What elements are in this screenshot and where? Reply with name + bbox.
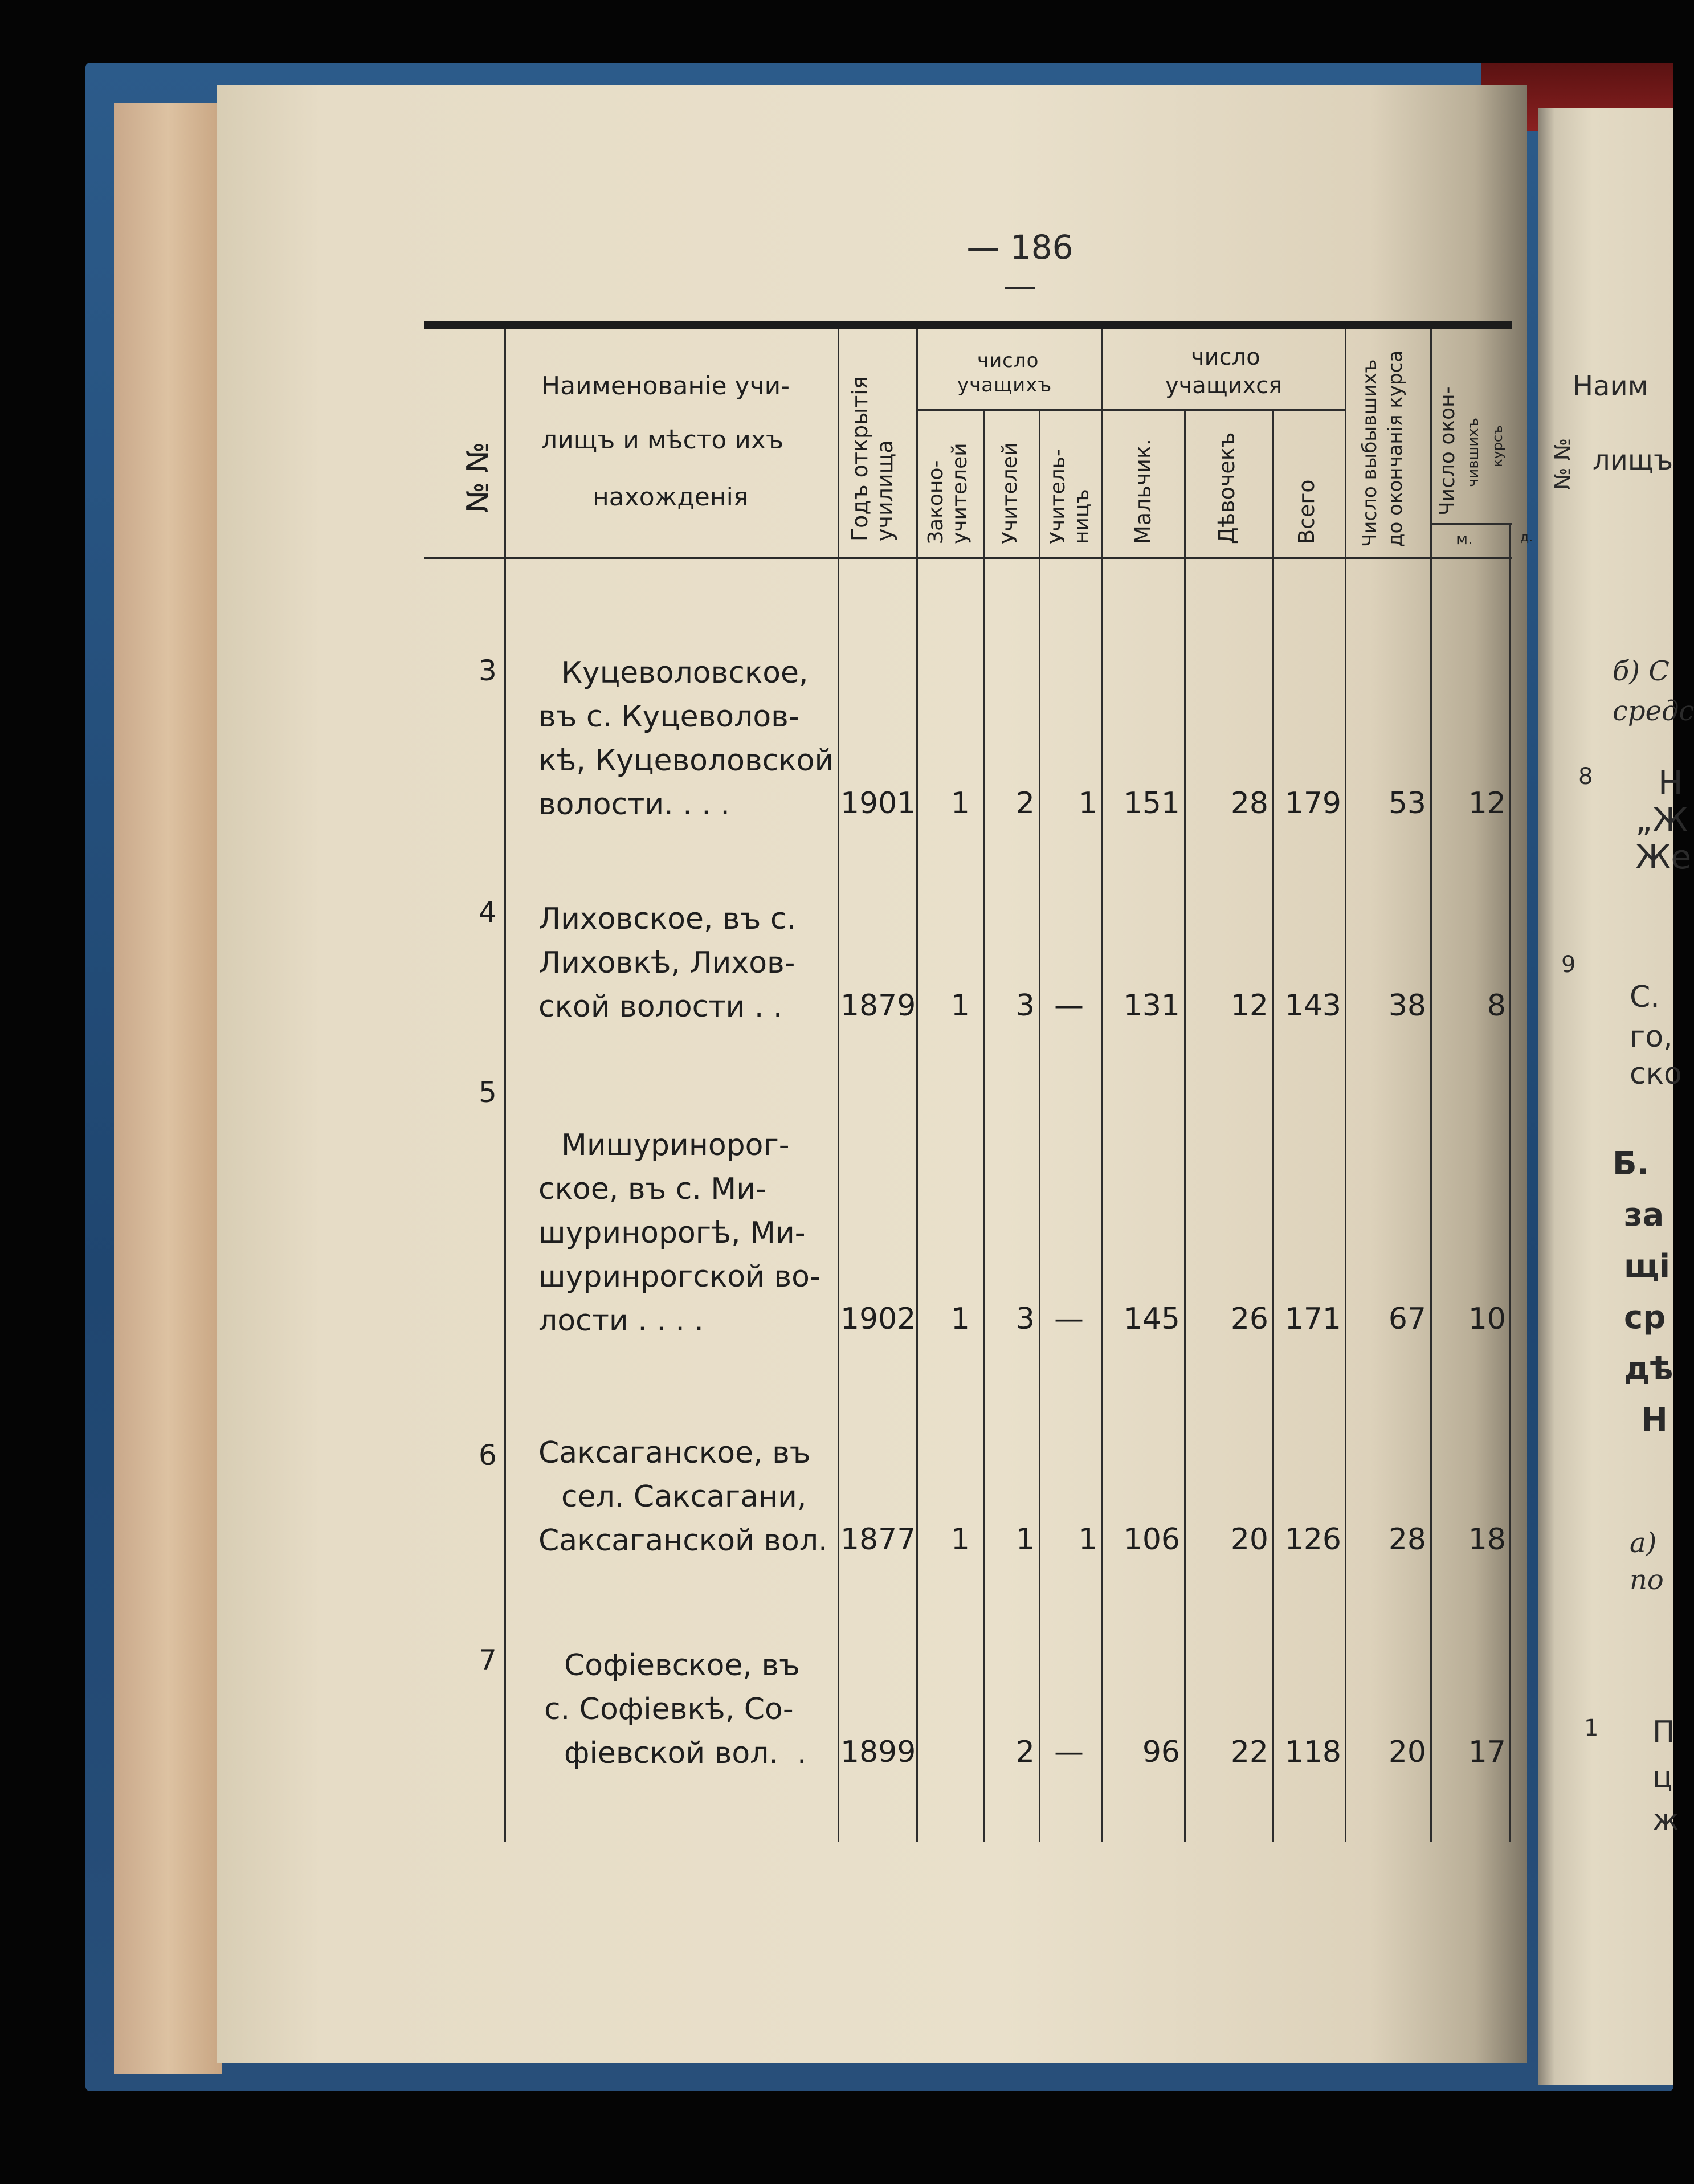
teachers-cell: 2: [1015, 1735, 1035, 1769]
girls-cell: 28: [1230, 786, 1268, 820]
school-name-line: сел. Саксагани,: [561, 1480, 807, 1514]
rp-header-2: лищъ: [1593, 444, 1673, 476]
girls-cell: 20: [1230, 1522, 1268, 1557]
header-teachers: Учителей: [998, 442, 1022, 544]
header-year-2: училища: [872, 440, 897, 541]
rp-row8-c: Же: [1635, 838, 1692, 876]
header-female-teachers-1: Учитель-: [1046, 449, 1070, 544]
rp-row1-no: 1: [1584, 1715, 1599, 1741]
col-divider: [504, 329, 506, 1842]
header-name-3: нахожденія: [593, 483, 749, 512]
header-name-1: Наименованіе учи-: [541, 372, 790, 401]
col-divider: [1039, 410, 1040, 1842]
rp-row1-b: ц: [1652, 1761, 1673, 1795]
col-divider: [1272, 410, 1274, 1842]
col-divider: [916, 329, 918, 1842]
col-divider: [838, 329, 839, 1842]
school-name-line: Софіевское, въ: [564, 1648, 800, 1683]
teachers-cell: 1: [1015, 1522, 1035, 1557]
law-teachers-cell: 1: [950, 1302, 970, 1336]
header-finished-1: Число окон-: [1436, 386, 1459, 516]
group-rule-finished: [1430, 523, 1512, 525]
rp-row9-b: го,: [1630, 1020, 1673, 1054]
law-teachers-cell: 1: [950, 989, 970, 1023]
rp-heading-line-3: ср: [1624, 1299, 1666, 1336]
header-students-group-2: учащихся: [1165, 373, 1283, 399]
header-law-2: учителей: [948, 443, 972, 544]
rp-heading-line-1: за: [1624, 1197, 1664, 1234]
boys-cell: 151: [1123, 786, 1180, 820]
col-divider: [1509, 524, 1511, 1842]
finished-cell: 17: [1468, 1735, 1506, 1769]
col-divider: [983, 410, 985, 1842]
school-name-line: ское, въ с. Ми-: [538, 1172, 766, 1206]
header-boys: Мальчик.: [1130, 439, 1156, 544]
header-no: № №: [461, 442, 495, 513]
school-name-line: въ с. Куцеволов-: [538, 700, 799, 734]
dropped-cell: 20: [1388, 1735, 1426, 1769]
header-finished-3: курсъ: [1489, 424, 1505, 467]
female-teachers-cell: —: [1054, 1302, 1084, 1336]
rp-row8-a: Н: [1658, 764, 1683, 802]
finished-cell: 12: [1468, 786, 1506, 820]
school-name-line: лости . . . .: [538, 1304, 704, 1338]
dropped-cell: 28: [1388, 1522, 1426, 1557]
header-girls: Дѣвочекъ: [1214, 432, 1239, 544]
school-name-line: Куцеволовское,: [561, 656, 809, 690]
female-teachers-cell: —: [1054, 989, 1084, 1023]
year-cell: 1899: [840, 1735, 916, 1769]
rp-row8-b: „Ж: [1635, 801, 1688, 839]
school-name-line: Лиховкѣ, Лихов-: [538, 946, 795, 980]
total-cell: 126: [1284, 1522, 1341, 1557]
rp-row9-a: С.: [1630, 980, 1660, 1014]
school-name-line: с. Софіевкѣ, Со-: [544, 1692, 794, 1726]
boys-cell: 96: [1142, 1735, 1180, 1769]
header-finished-2: чившихъ: [1465, 417, 1482, 487]
school-name-line: ской волости . .: [538, 990, 783, 1024]
year-cell: 1879: [840, 989, 916, 1023]
rp-section-a2: по: [1630, 1564, 1664, 1596]
teachers-cell: 3: [1015, 989, 1035, 1023]
rp-section-a: а): [1630, 1527, 1657, 1559]
boys-cell: 131: [1123, 989, 1180, 1023]
law-teachers-cell: 1: [950, 1522, 970, 1557]
dropped-cell: 53: [1388, 786, 1426, 820]
rp-row8-no: 8: [1578, 764, 1593, 790]
rp-header-1: Наим: [1573, 370, 1648, 402]
law-teachers-cell: 1: [950, 786, 970, 820]
header-finished-m: м.: [1456, 529, 1473, 548]
row-number: 6: [479, 1439, 497, 1472]
col-divider: [1430, 329, 1432, 1842]
teachers-cell: 3: [1015, 1302, 1035, 1336]
header-dropped-2: до окончанія курса: [1384, 350, 1407, 547]
group-rule-students: [1101, 409, 1345, 411]
female-teachers-cell: 1: [1078, 786, 1097, 820]
school-name-line: Мишуринорог-: [561, 1128, 790, 1162]
col-divider: [1101, 329, 1103, 1842]
rp-heading-b: Б.: [1613, 1145, 1649, 1182]
school-name-line: Саксаганское, въ: [538, 1436, 811, 1470]
rp-section-b2: средс: [1613, 695, 1694, 727]
girls-cell: 12: [1230, 989, 1268, 1023]
rp-row1-a: П: [1652, 1715, 1675, 1749]
year-cell: 1902: [840, 1302, 916, 1336]
row-number: 3: [479, 654, 497, 687]
rp-row1-c: ж: [1652, 1803, 1679, 1838]
total-cell: 171: [1284, 1302, 1341, 1336]
row-number: 4: [479, 896, 497, 929]
year-cell: 1877: [840, 1522, 916, 1557]
female-teachers-cell: —: [1054, 1735, 1084, 1769]
rp-row9-no: 9: [1561, 952, 1576, 978]
header-students-group-1: число: [1191, 344, 1260, 370]
table-top-rule: [424, 321, 1512, 329]
header-dropped-1: Число выбывшихъ: [1358, 359, 1381, 547]
col-divider: [1345, 329, 1346, 1842]
header-finished-d: д.: [1520, 530, 1533, 545]
school-name-line: волости. . . .: [538, 787, 730, 822]
girls-cell: 26: [1230, 1302, 1268, 1336]
school-name-line: шуринорогѣ, Ми-: [538, 1216, 806, 1250]
female-teachers-cell: 1: [1078, 1522, 1097, 1557]
school-name-line: шуринрогской во-: [538, 1260, 821, 1294]
school-name-line: фіевской вол. .: [564, 1736, 807, 1770]
year-cell: 1901: [840, 786, 916, 820]
header-law-1: Законо-: [924, 460, 948, 544]
header-teachers-group-1: число: [977, 349, 1039, 372]
rp-row9-c: ско: [1630, 1057, 1682, 1091]
teachers-cell: 2: [1015, 786, 1035, 820]
rp-header-no: № №: [1550, 438, 1575, 490]
finished-cell: 10: [1468, 1302, 1506, 1336]
rp-section-b: б) С: [1613, 655, 1670, 687]
header-teachers-group-2: учащихъ: [957, 374, 1052, 397]
col-divider: [1184, 410, 1186, 1842]
rp-heading-line-2: щі: [1624, 1248, 1671, 1285]
boys-cell: 106: [1123, 1522, 1180, 1557]
school-name-line: Саксаганской вол.: [538, 1524, 828, 1558]
dropped-cell: 67: [1388, 1302, 1426, 1336]
total-cell: 179: [1284, 786, 1341, 820]
finished-cell: 8: [1487, 989, 1506, 1023]
school-name-line: Лиховское, въ с.: [538, 902, 797, 936]
row-number: 5: [479, 1076, 497, 1109]
header-female-teachers-2: ницъ: [1070, 489, 1093, 544]
group-rule-teachers: [916, 409, 1101, 411]
header-year-1: Годъ открытія: [847, 376, 872, 541]
total-cell: 118: [1284, 1735, 1341, 1769]
girls-cell: 22: [1230, 1735, 1268, 1769]
header-total: Всего: [1294, 479, 1319, 544]
header-name-2: лищъ и мѣсто ихъ: [541, 426, 784, 455]
table-header-rule: [424, 557, 1512, 559]
dropped-cell: 38: [1388, 989, 1426, 1023]
row-number: 7: [479, 1644, 497, 1677]
page-number: — 186 —: [966, 228, 1073, 305]
rp-heading-line-4: дѣ: [1624, 1350, 1673, 1387]
school-name-line: кѣ, Куцеволовской: [538, 744, 834, 778]
finished-cell: 18: [1468, 1522, 1506, 1557]
total-cell: 143: [1284, 989, 1341, 1023]
boys-cell: 145: [1123, 1302, 1180, 1336]
rp-heading-line-5: Н: [1641, 1402, 1668, 1439]
